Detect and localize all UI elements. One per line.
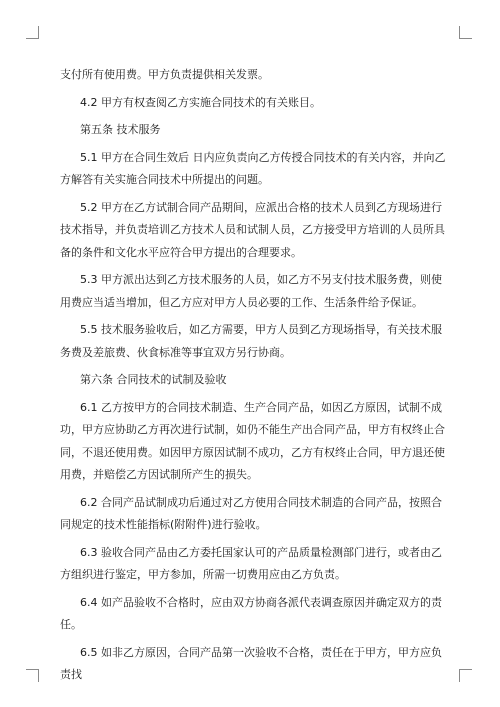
clause-6-3: 6.3 验收合同产品由乙方委托国家认可的产品质量检测部门进行，或者由乙方组织进行鉴定，甲方参加，所需一切费用应由乙方负责。 bbox=[60, 545, 442, 581]
crop-mark-bottom-right bbox=[459, 669, 472, 682]
clause-6-4: 6.4 如产品验收不合格时，应由双方协商各派代表调查原因并确定双方的责任。 bbox=[60, 595, 442, 631]
clause-5-3: 5.3 甲方派出达到乙方技术服务的人员，如乙方不另支付技术服务费，则使用费应当适当增加，但乙方应对甲方人员必要的工作、生活条件给予保证。 bbox=[60, 273, 442, 309]
crop-mark-top-right bbox=[459, 26, 472, 39]
clause-4-2: 4.2 甲方有权查阅乙方实施合同技术的有关账目。 bbox=[80, 95, 321, 109]
clause-6-2: 6.2 合同产品试制成功后通过对乙方使用合同技术制造的合同产品，按照合同规定的技术性能指标(附附件)进行验收。 bbox=[60, 495, 442, 531]
paragraph-continuation: 支付所有使用费。甲方负责提供相关发票。 bbox=[60, 68, 269, 81]
clause-5-2: 5.2 甲方在乙方试制合同产品期间，应派出合格的技术人员到乙方现场进行技术指导，并负责培训乙方技术人员和试制人员，乙方接受甲方培训的人员所具备的条件和文化水平应符合甲方提出的合理要求。 bbox=[60, 200, 445, 259]
crop-mark-top-left bbox=[26, 26, 39, 39]
clause-6-1: 6.1 乙方按甲方的合同技术制造、生产合同产品，如因乙方原因，试制不成功，甲方应协助乙方再次进行试制，如仍不能生产出合同产品，甲方有权终止合同，不退还使用费。如因甲方原因试制不成功，乙方有权终止合同，甲方退还使用费，并赔偿乙方因试制所产生的损失。 bbox=[60, 400, 445, 481]
crop-mark-bottom-left bbox=[26, 669, 39, 682]
clause-5-5: 5.5 技术服务验收后，如乙方需要，甲方人员到乙方现场指导，有关技术服务费及差旅费、伙食标准等事宜双方另行协商。 bbox=[60, 323, 442, 359]
article-5-heading: 第五条 技术服务 bbox=[80, 123, 161, 136]
clause-6-5: 6.5 如非乙方原因，合同产品第一次验收不合格，责任在于甲方，甲方应负责找 bbox=[60, 645, 442, 681]
article-6-heading: 第六条 合同技术的试制及验收 bbox=[80, 373, 227, 386]
clause-5-1: 5.1 甲方在合同生效后 日内应负责向乙方传授合同技术的有关内容，并向乙方解答有关实施合同技术中所提出的问题。 bbox=[60, 150, 446, 186]
document-body bbox=[60, 64, 446, 692]
